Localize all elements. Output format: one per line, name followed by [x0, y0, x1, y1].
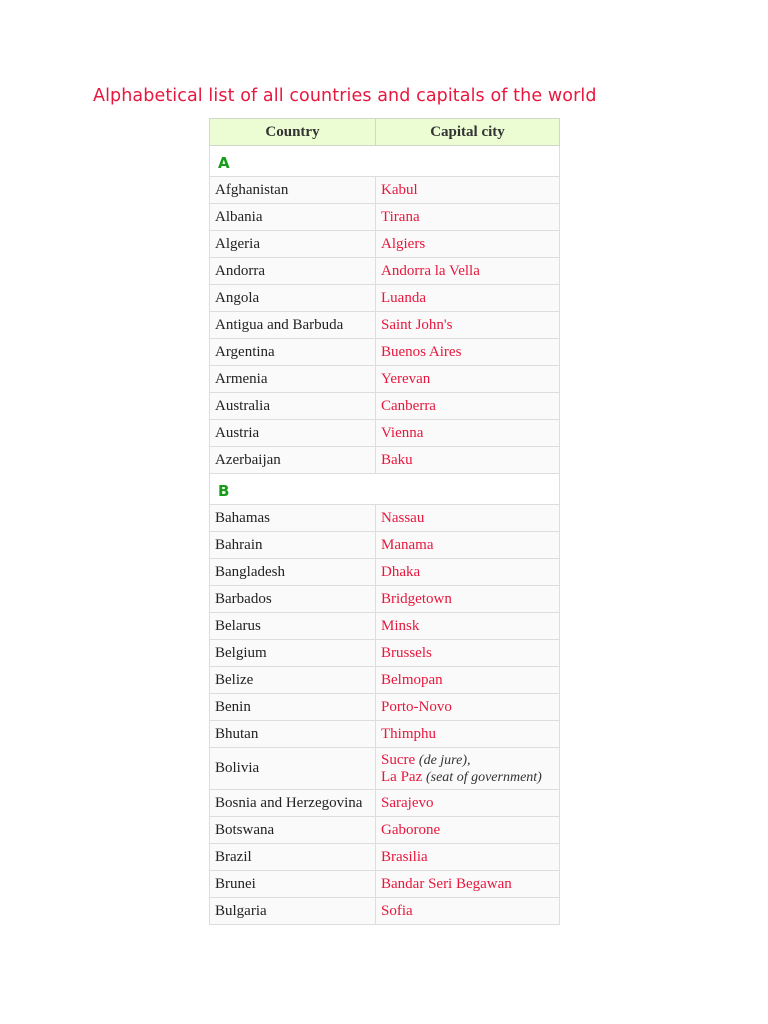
country-cell: Benin [210, 694, 376, 721]
table-row [210, 817, 560, 844]
country-cell: Bulgaria [210, 898, 376, 925]
table-row [210, 559, 560, 586]
country-cell: Bosnia and Herzegovina [210, 790, 376, 817]
country-cell: Austria [210, 420, 376, 447]
capital-cell-multi [376, 748, 560, 790]
table-row [210, 790, 560, 817]
country-cell: Botswana [210, 817, 376, 844]
capital-link[interactable]: Algiers [376, 231, 560, 258]
capital-link[interactable]: Buenos Aires [376, 339, 560, 366]
country-cell: Argentina [210, 339, 376, 366]
capital-link[interactable]: Vienna [376, 420, 560, 447]
table-row [210, 694, 560, 721]
letter-heading: A [210, 146, 560, 177]
capital-link[interactable]: Porto-Novo [376, 694, 560, 721]
country-cell: Bahrain [210, 532, 376, 559]
capital-column-header: Capital city [376, 119, 560, 146]
table-row [210, 586, 560, 613]
country-cell: Belgium [210, 640, 376, 667]
country-cell: Brunei [210, 871, 376, 898]
table-row [210, 844, 560, 871]
table-row [210, 721, 560, 748]
capital-link[interactable]: Minsk [376, 613, 560, 640]
country-cell: Bangladesh [210, 559, 376, 586]
table-row [210, 505, 560, 532]
capital-link[interactable]: Sucre [381, 751, 416, 768]
table-row [210, 898, 560, 925]
table-row [210, 613, 560, 640]
country-cell: Angola [210, 285, 376, 312]
country-cell: Antigua and Barbuda [210, 312, 376, 339]
table-row [210, 177, 560, 204]
table-row [210, 393, 560, 420]
capital-link[interactable]: Sarajevo [376, 790, 560, 817]
country-cell: Andorra [210, 258, 376, 285]
capital-link[interactable]: Brasilia [376, 844, 560, 871]
capital-link[interactable]: Yerevan [376, 366, 560, 393]
capital-link[interactable]: La Paz [381, 768, 423, 785]
table-row [210, 640, 560, 667]
page-title: Alphabetical list of all countries and capitals of the world [93, 86, 597, 106]
capital-link[interactable]: Thimphu [376, 721, 560, 748]
country-cell: Australia [210, 393, 376, 420]
table-body [210, 146, 560, 925]
table-row [210, 871, 560, 898]
country-cell: Belize [210, 667, 376, 694]
table-row [210, 447, 560, 474]
country-column-header: Country [210, 119, 376, 146]
capital-link[interactable]: Kabul [376, 177, 560, 204]
table-row [210, 667, 560, 694]
table-row [210, 258, 560, 285]
capital-link[interactable]: Andorra la Vella [376, 258, 560, 285]
capital-link[interactable]: Belmopan [376, 667, 560, 694]
capital-note: (de jure) [418, 752, 467, 768]
table-row [210, 532, 560, 559]
country-cell: Bolivia [210, 748, 376, 790]
capital-link[interactable]: Brussels [376, 640, 560, 667]
capital-link[interactable]: Bandar Seri Begawan [376, 871, 560, 898]
header-row [210, 119, 560, 146]
table-row [210, 748, 560, 790]
letter-heading: B [210, 474, 560, 505]
table-row [210, 312, 560, 339]
country-cell: Algeria [210, 231, 376, 258]
country-cell: Barbados [210, 586, 376, 613]
country-cell: Albania [210, 204, 376, 231]
capital-link[interactable]: Saint John's [376, 312, 560, 339]
comma-separator: , [466, 752, 471, 768]
table-row [210, 204, 560, 231]
countries-capitals-table [209, 118, 560, 925]
capital-link[interactable]: Baku [376, 447, 560, 474]
country-cell: Azerbaijan [210, 447, 376, 474]
capital-link[interactable]: Gaborone [376, 817, 560, 844]
table-row [210, 339, 560, 366]
country-cell: Bahamas [210, 505, 376, 532]
table-header [210, 119, 560, 146]
country-cell: Brazil [210, 844, 376, 871]
capital-link[interactable]: Dhaka [376, 559, 560, 586]
capital-link[interactable]: Canberra [376, 393, 560, 420]
table-row [210, 231, 560, 258]
capital-link[interactable]: Tirana [376, 204, 560, 231]
table-row [210, 366, 560, 393]
capital-link[interactable]: Nassau [376, 505, 560, 532]
capital-note: (seat of government) [425, 769, 542, 785]
table-row [210, 285, 560, 312]
capital-link[interactable]: Sofia [376, 898, 560, 925]
capital-link[interactable]: Manama [376, 532, 560, 559]
country-cell: Bhutan [210, 721, 376, 748]
country-cell: Afghanistan [210, 177, 376, 204]
country-cell: Belarus [210, 613, 376, 640]
capital-link[interactable]: Bridgetown [376, 586, 560, 613]
letter-heading-row [210, 474, 560, 505]
table-row [210, 420, 560, 447]
country-cell: Armenia [210, 366, 376, 393]
letter-heading-row [210, 146, 560, 177]
capital-link[interactable]: Luanda [376, 285, 560, 312]
